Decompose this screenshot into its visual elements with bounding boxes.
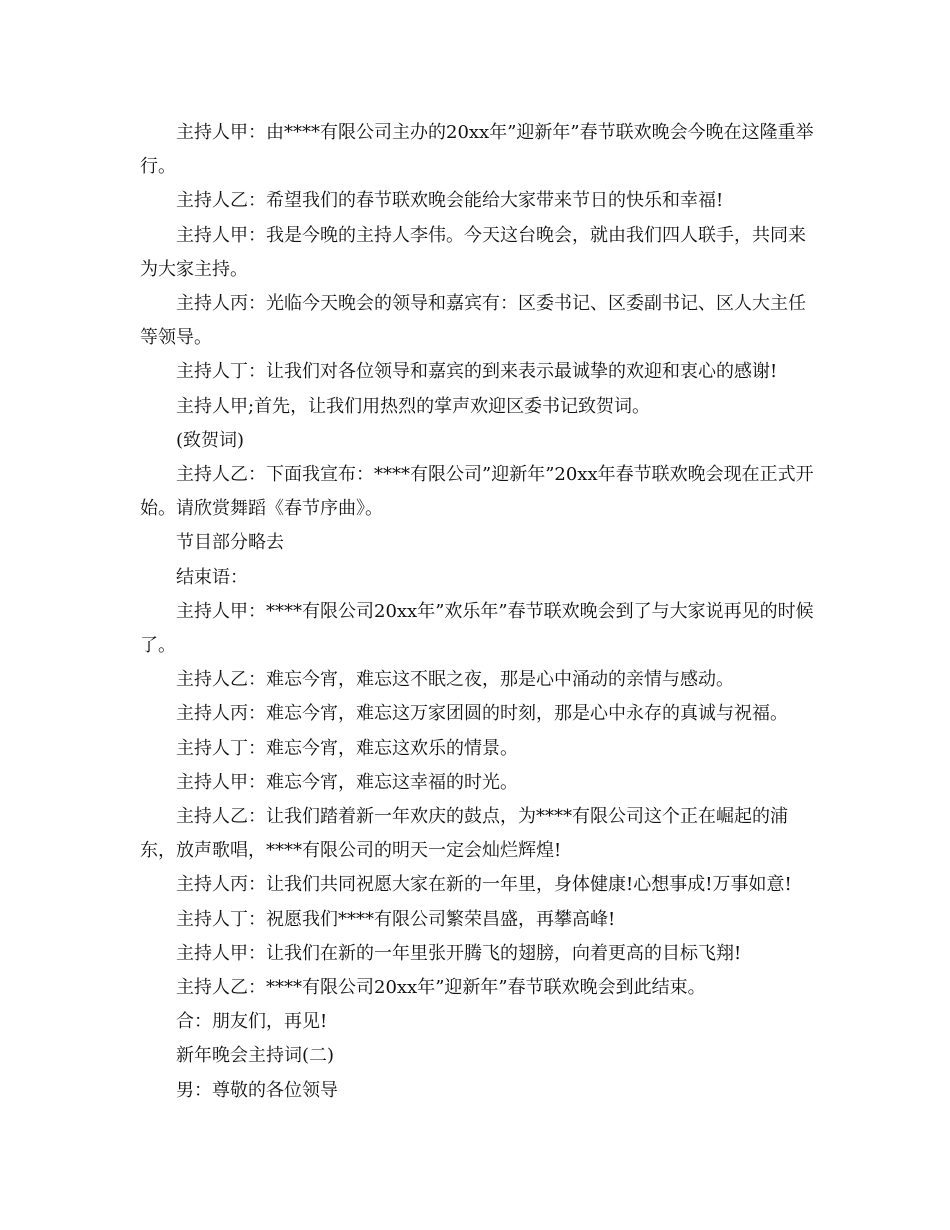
paragraph: 主持人乙：****有限公司20xx年”迎新年”春节联欢晚会到此结束。: [176, 977, 706, 999]
paragraph: 主持人丙：难忘今宵，难忘这万家团圆的时刻，那是心中永存的真诚与祝福。: [176, 703, 788, 725]
paragraph: 主持人甲：****有限公司20xx年”欢乐年”春节联欢晚会到了与大家说再见的时候了。: [140, 600, 814, 657]
paragraph: 合：朋友们，再见!: [176, 1011, 328, 1033]
paragraph: 主持人乙：下面我宣布：****有限公司”迎新年”20xx年春节联欢晚会现在正式开始。请欣赏舞蹈《春节序曲》。: [140, 464, 814, 520]
paragraph: 主持人丁：让我们对各位领导和嘉宾的到来表示最诚挚的欢迎和衷心的感谢!: [176, 361, 778, 383]
paragraph: 主持人乙：让我们踏着新一年欢庆的鼓点，为****有限公司这个正在崛起的浦东，放声歌唱，****有限公司的明天一定会灿烂辉煌!: [140, 806, 788, 862]
paragraph: 主持人丙：光临今天晚会的领导和嘉宾有：区委书记、区委副书记、区人大主任等领导。: [140, 293, 806, 349]
section-heading: 新年晚会主持词(二): [176, 1045, 335, 1067]
paragraph: 主持人甲：难忘今宵，难忘这幸福的时光。: [176, 771, 518, 793]
paragraph: 主持人甲：由****有限公司主办的20xx年”迎新年”春节联欢晚会今晚在这隆重举行。: [140, 122, 814, 178]
paragraph: (致贺词): [176, 429, 245, 451]
paragraph: 主持人甲;首先，让我们用热烈的掌声欢迎区委书记致贺词。: [176, 395, 651, 417]
paragraph: 主持人丁：难忘今宵，难忘这欢乐的情景。: [176, 737, 518, 759]
paragraph: 主持人乙：难忘今宵，难忘这不眠之夜，那是心中涌动的亲情与感动。: [176, 669, 734, 691]
paragraph: 主持人丙：让我们共同祝愿大家在新的一年里，身体健康!心想事成!万事如意!: [176, 874, 792, 896]
paragraph: 主持人甲：让我们在新的一年里张开腾飞的翅膀，向着更高的目标飞翔!: [176, 942, 742, 964]
paragraph: 主持人丁：祝愿我们****有限公司繁荣昌盛，再攀高峰!: [176, 908, 616, 930]
document-body: [140, 116, 820, 1108]
paragraph: 主持人甲：我是今晚的主持人李伟。今天这台晚会，就由我们四人联手，共同来为大家主持。: [140, 224, 806, 280]
paragraph: 主持人乙：希望我们的春节联欢晚会能给大家带来节日的快乐和幸福!: [176, 190, 724, 212]
paragraph: 节目部分略去: [176, 532, 284, 554]
paragraph: 男：尊敬的各位领导: [176, 1079, 338, 1101]
section-heading: 结束语：: [176, 566, 248, 588]
